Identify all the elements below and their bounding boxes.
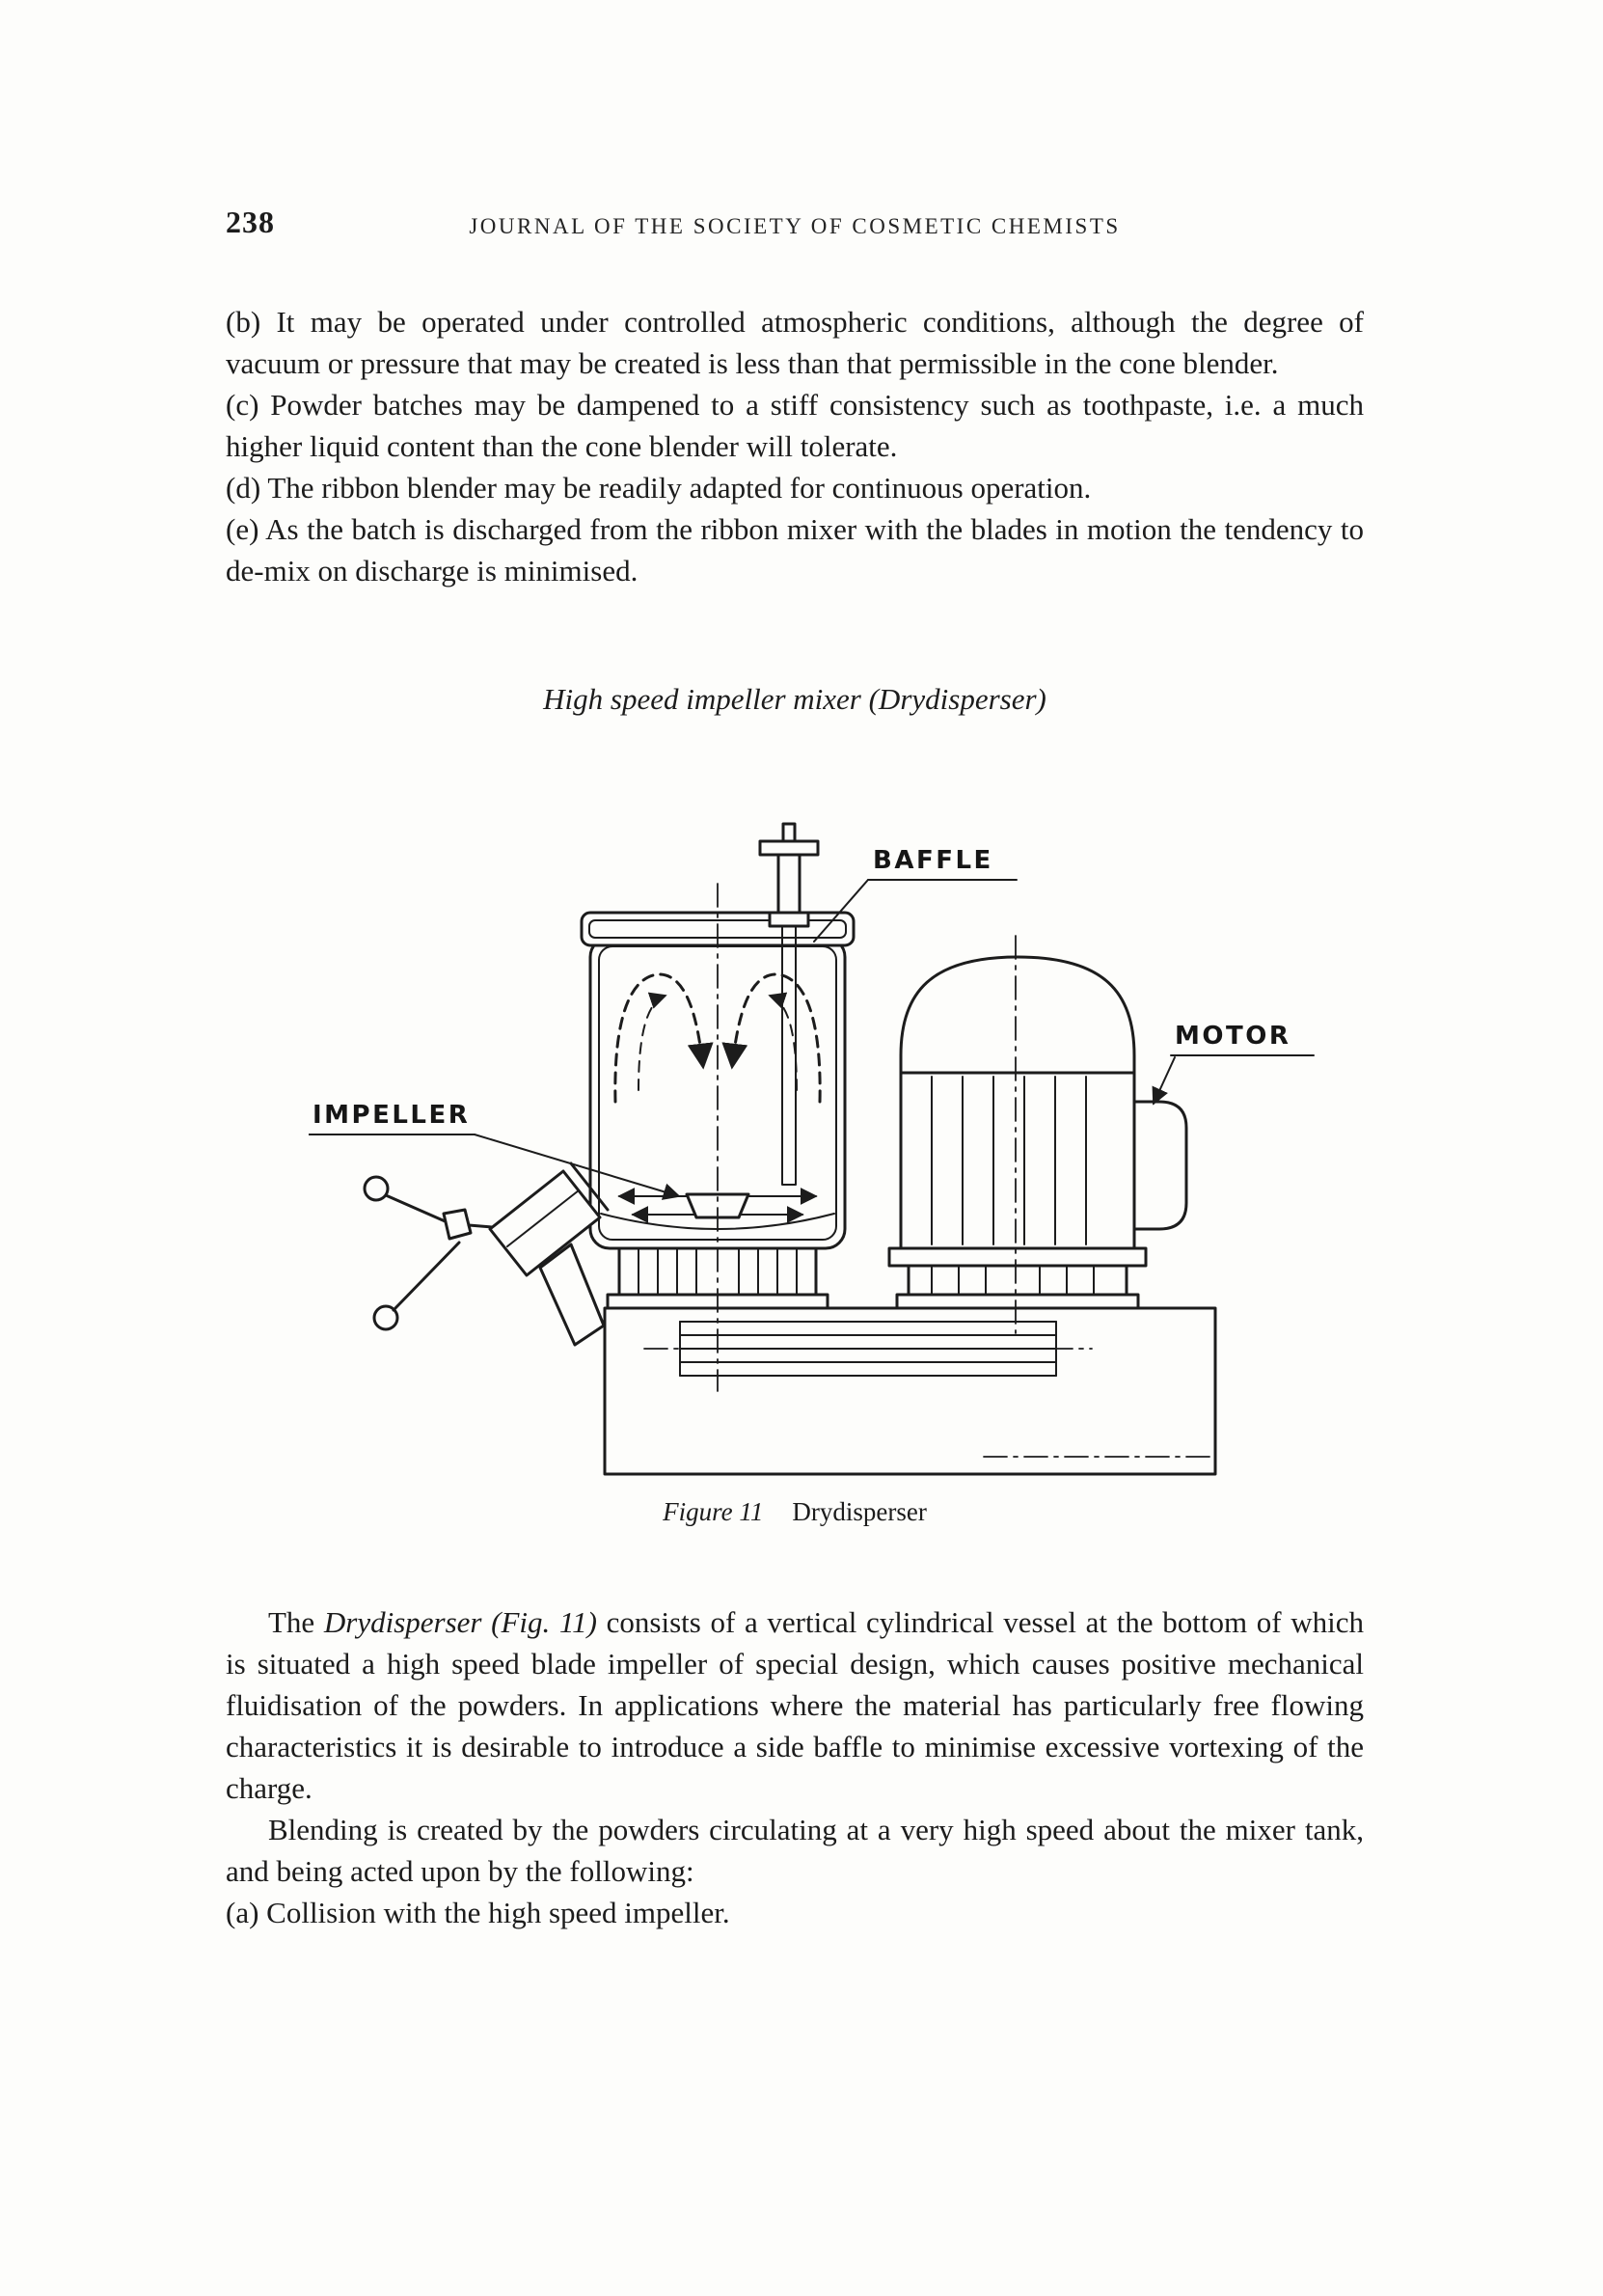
figure-caption-number: Figure 11 [663, 1497, 764, 1526]
paragraph-drydisperser [226, 1601, 1364, 1809]
body-text-top [226, 301, 1364, 720]
figure-label-baffle: BAFFLE [873, 846, 993, 875]
discharge-assembly [365, 1163, 608, 1345]
paragraph-text-italic: Drydisperser (Fig. 11) [323, 1605, 597, 1639]
paragraph-blending: Blending is created by the powders circulating at a very high speed about the mixer tank, and being acted upon by the following: [226, 1813, 1364, 1888]
motor-pedestal [889, 1248, 1146, 1308]
section-heading: High speed impeller mixer (Drydisperser) [543, 682, 1046, 716]
motor-shaft-housing [1134, 1102, 1186, 1229]
running-head: JOURNAL OF THE SOCIETY OF COSMETIC CHEMISTS [469, 214, 1121, 238]
paragraph-item-b: (b) It may be operated under controlled atmospheric conditions, although the degree of vacuum or pressure that may be created is less than that permissible in the cone blender. [226, 305, 1364, 380]
mixing-vessel [582, 884, 854, 1391]
body-text-bottom [226, 1601, 1364, 1933]
machine-base [605, 1308, 1215, 1474]
lever-knob-upper [365, 1177, 388, 1200]
figure-caption [226, 1497, 1364, 1527]
figure-11 [309, 812, 1408, 1488]
page-number: 238 [226, 205, 275, 239]
paragraph-item-e: (e) As the batch is discharged from the ribbon mixer with the blades in motion the tendency to de-mix on discharge is minimised. [226, 512, 1364, 588]
drydisperser-drawing [309, 812, 1408, 1488]
figure-caption-title: Drydisperser [792, 1497, 927, 1526]
paragraph-item-c: (c) Powder batches may be dampened to a stiff consistency such as toothpaste, i.e. a much higher liquid content than the cone blender will tolerate. [226, 388, 1364, 463]
paragraph-item-d: (d) The ribbon blender may be readily adapted for continuous operation. [226, 471, 1092, 505]
paragraph-item-a: (a) Collision with the high speed impeller. [226, 1896, 730, 1929]
figure-label-impeller: IMPELLER [312, 1101, 471, 1130]
paragraph-text-rest: consists of a vertical cylindrical vessel at the bottom of which is situated a high speed blade impeller of special design, which causes positive mechanical fluidisation of the powders. In applications where the material has particularly free flowing characteristics it is desirable to introduce a side baffle to minimise excessive vortexing of the charge. [226, 1605, 1364, 1805]
paragraph-text-lead: The [268, 1605, 324, 1639]
figure-label-motor: MOTOR [1175, 1022, 1291, 1051]
